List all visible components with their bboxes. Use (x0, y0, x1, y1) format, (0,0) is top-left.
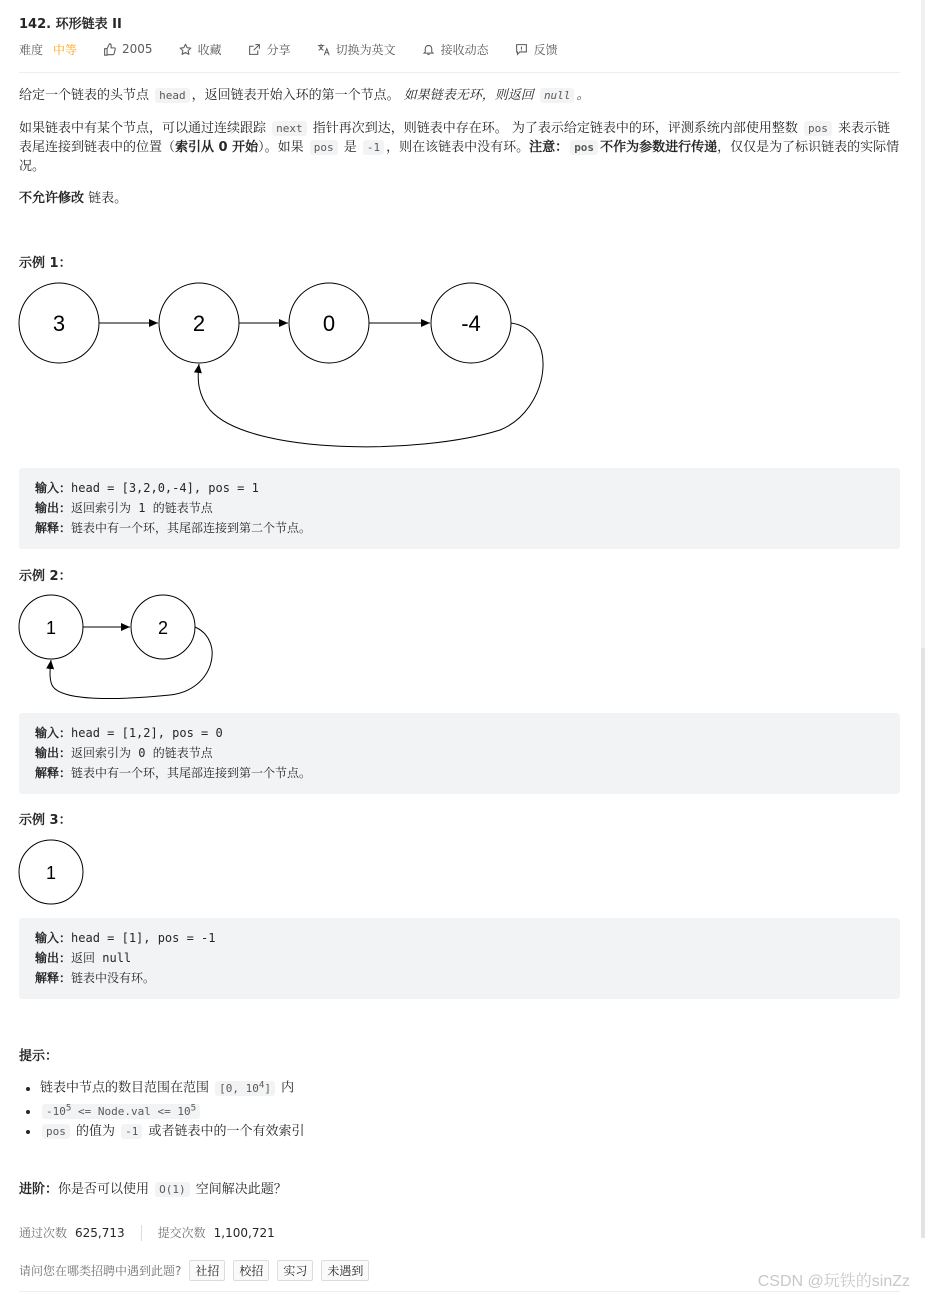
example-3-heading: 示例 3： (19, 813, 72, 828)
interview-survey (19, 1260, 369, 1281)
accepted-label: 通过次数 (19, 1226, 68, 1240)
explain-value: 链表中有一个环，其尾部连接到第二个节点。 (71, 521, 312, 535)
like-button[interactable] (103, 42, 153, 56)
inline-code: pos (570, 140, 598, 155)
footer-divider (19, 1291, 900, 1292)
translate-icon (317, 43, 330, 56)
watermark: CSDN @玩铁的sinZz (757, 1273, 910, 1290)
inline-code: [0, $10^4$] (215, 1081, 275, 1096)
survey-option-none[interactable]: 未遇到 (321, 1260, 369, 1281)
inline-code: next (272, 121, 307, 136)
constraint-item: • 链表中节点的数目范围在范围 [0, $10^4$] 内 (40, 1075, 305, 1099)
input-value: head = [1], pos = -1 (71, 931, 216, 945)
notify-label: 接收动态 (440, 42, 489, 57)
inline-code: pos (42, 1124, 70, 1139)
node-value: 1 (45, 863, 57, 883)
input-value: head = [1,2], pos = 0 (71, 726, 223, 740)
text: 指针再次到达，则链表中存在环。 为了表示给定链表中的环，评测系统内部使用整数 (308, 121, 803, 136)
output-value: 返回索引为 1 的链表节点 (71, 501, 213, 515)
feedback-icon (515, 43, 528, 56)
node-value: 3 (52, 311, 66, 336)
output-label: 输出： (35, 951, 72, 965)
example-2-code-block (19, 713, 900, 794)
text: ，返回链表开始入环的第一个节点。 (191, 88, 400, 103)
input-label: 输入： (35, 931, 72, 945)
example-1-code-block (19, 468, 900, 549)
text: 是 (339, 140, 361, 155)
problem-title: 142. 环形链表 II (19, 17, 122, 32)
constraints-heading: 提示： (19, 1049, 59, 1064)
inline-code: pos (804, 121, 832, 136)
inline-code: $-10^5$ <= Node.val <= $10^5$ (42, 1104, 200, 1119)
bold-text: 索引从 0 开始 (175, 140, 259, 155)
example-1-diagram (0, 270, 560, 460)
output-label: 输出： (35, 501, 72, 515)
difficulty-label: 难度 (19, 42, 44, 57)
example-2-diagram (0, 590, 230, 705)
explain-label: 解释： (35, 521, 72, 535)
node-value: 1 (45, 618, 57, 638)
survey-option-campus[interactable]: 校招 (233, 1260, 269, 1281)
submission-stats (19, 1224, 275, 1241)
explain-label: 解释： (35, 766, 72, 780)
stats-divider (141, 1225, 142, 1241)
input-label: 输入： (35, 481, 72, 495)
description-paragraph-2 (19, 119, 901, 176)
inline-code: -1 (363, 140, 384, 155)
submitted-label: 提交次数 (157, 1226, 206, 1240)
text: ）。如果 (258, 140, 308, 155)
input-label: 输入： (35, 726, 72, 740)
problem-meta-bar (19, 41, 584, 57)
example-2-heading: 示例 2： (19, 569, 72, 584)
text: 链表。 (84, 191, 128, 206)
node-value: 2 (192, 311, 206, 336)
follow-up: 进阶：你是否可以使用 O(1) 空间解决此题？ (19, 1182, 287, 1197)
share-label: 分享 (266, 42, 291, 57)
example-3-code-block (19, 918, 900, 999)
inline-code: pos (310, 140, 338, 155)
feedback-button[interactable] (515, 41, 558, 58)
inline-code: O(1) (155, 1182, 190, 1197)
inline-code: head (155, 88, 190, 103)
constraints-list (40, 1075, 305, 1142)
notify-button[interactable] (422, 41, 489, 58)
difficulty-badge: 中等 (53, 42, 78, 57)
scrollbar-thumb[interactable] (921, 648, 925, 1238)
scrollbar-track[interactable] (921, 0, 925, 650)
output-label: 输出： (35, 746, 72, 760)
description-paragraph-3 (19, 189, 901, 208)
node-value: 2 (157, 618, 169, 638)
constraint-item: • pos 的值为 -1 或者链表中的一个有效索引 (40, 1122, 305, 1142)
explain-label: 解释： (35, 971, 72, 985)
accepted-count: 625,713 (75, 1225, 125, 1240)
node-value: 0 (322, 311, 336, 336)
explain-value: 链表中有一个环，其尾部连接到第一个节点。 (71, 766, 312, 780)
survey-option-internship[interactable]: 实习 (277, 1260, 313, 1281)
switch-language-button[interactable] (317, 41, 396, 58)
explain-value: 链表中没有环。 (71, 971, 156, 985)
text: 给定一个链表的头节点 (19, 88, 154, 103)
inline-code: -1 (121, 1124, 142, 1139)
favorite-label: 收藏 (197, 42, 222, 57)
star-icon (179, 43, 192, 56)
follow-up-label: 进阶： (19, 1182, 59, 1197)
like-count: 2005 (122, 42, 153, 56)
text: 来表示链表尾连接到链表中的位置（ (19, 121, 891, 155)
bell-icon (422, 43, 435, 56)
example-3-diagram (0, 838, 100, 908)
input-value: head = [3,2,0,-4], pos = 1 (71, 481, 259, 495)
output-value: 返回索引为 0 的链表节点 (71, 746, 213, 760)
bold-text: 不允许修改 (19, 191, 85, 206)
text: ，仅仅是为了标识链表的实际情况。 (19, 140, 900, 174)
inline-code: null (540, 88, 575, 103)
thumbs-up-icon (103, 43, 116, 56)
output-value: 返回 null (71, 951, 132, 965)
share-button[interactable] (248, 41, 291, 58)
share-icon (248, 43, 261, 56)
text: ，则在该链表中没有环。 (386, 140, 530, 155)
switch-language-label: 切换为英文 (335, 42, 396, 57)
text: 如果链表中有某个节点，可以通过连续跟踪 (19, 121, 271, 136)
survey-question: 请问您在哪类招聘中遇到此题? (19, 1264, 182, 1278)
italic-text: 如果链表无环，则返回 null 。 (403, 88, 590, 103)
favorite-button[interactable] (179, 41, 222, 58)
bold-text: 注意： (529, 140, 569, 155)
submitted-count: 1,100,721 (213, 1225, 275, 1240)
survey-option-social[interactable]: 社招 (189, 1260, 225, 1281)
example-1-heading: 示例 1： (19, 256, 72, 271)
header-divider (19, 72, 900, 73)
node-value: -4 (461, 311, 481, 336)
constraint-item (40, 1099, 305, 1123)
bold-text: 不作为参数进行传递 (600, 140, 718, 155)
feedback-label: 反馈 (533, 42, 558, 57)
description-paragraph-1 (19, 86, 901, 105)
